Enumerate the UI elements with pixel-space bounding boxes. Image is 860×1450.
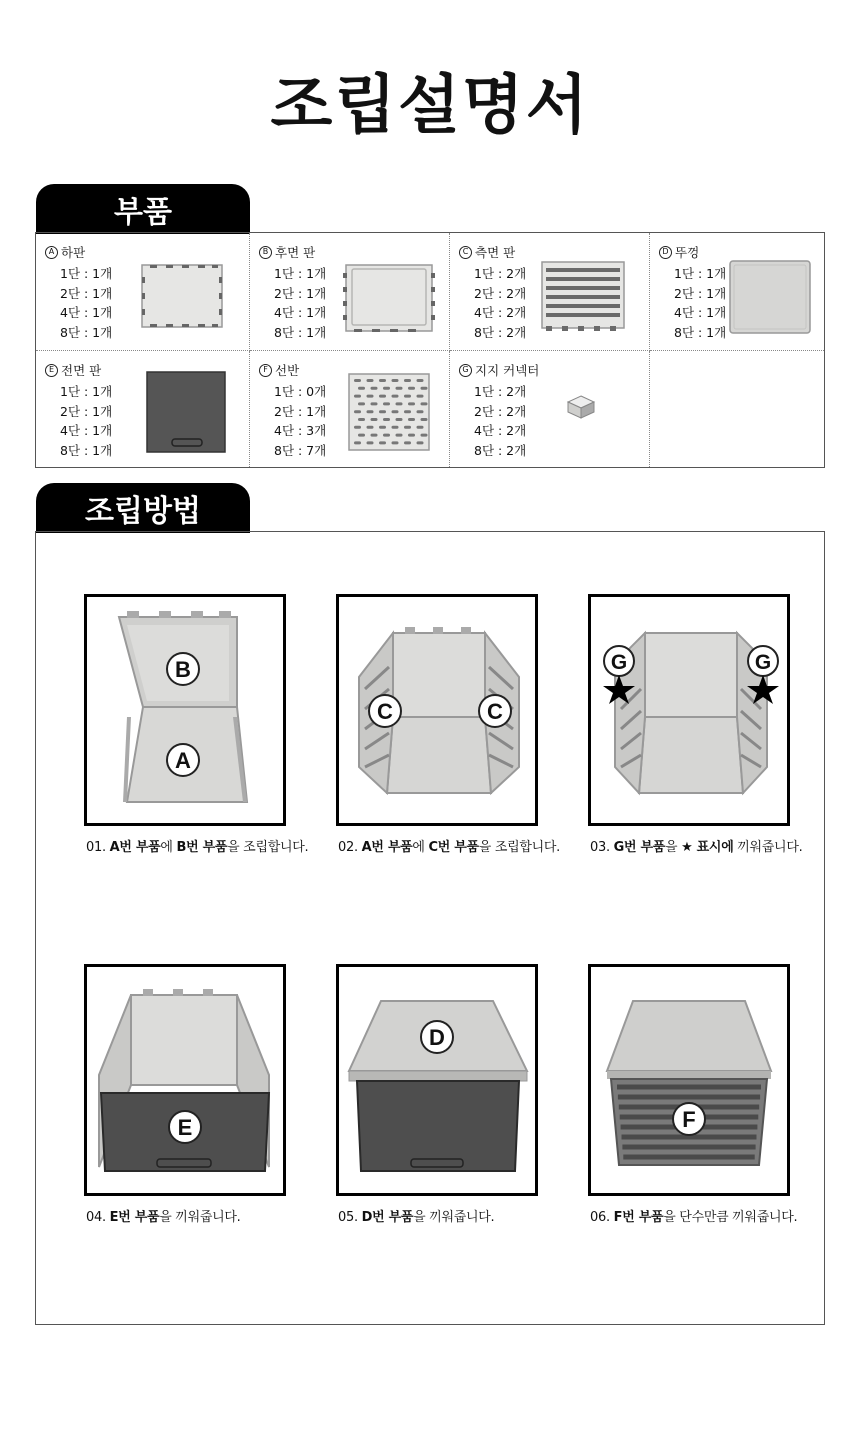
step-3-photo (588, 594, 790, 826)
caption-bold: G번 부품 (613, 840, 665, 855)
step-number: 05. (338, 1210, 358, 1225)
part-name: 전면 판 (61, 363, 102, 378)
count-line: 8단 : 7개 (274, 442, 327, 458)
part-cell-c (450, 233, 650, 351)
front-panel-image (146, 371, 226, 453)
part-counts (60, 264, 112, 342)
step-3-caption (590, 836, 802, 855)
count-line: 2단 : 1개 (60, 403, 113, 419)
step-2-caption (338, 836, 560, 855)
shelf-image (348, 373, 430, 451)
part-cell-f (250, 351, 450, 467)
part-name: 지지 커넥터 (475, 363, 540, 378)
step-number: 06. (590, 1210, 610, 1225)
part-name: 후면 판 (275, 245, 316, 260)
caption-text: 을 끼워줍니다. (413, 1210, 495, 1225)
step-4-label-e: E (177, 1115, 193, 1140)
part-name: 뚜껑 (675, 245, 700, 260)
caption-text: 에 (412, 840, 429, 855)
bottom-panel-image (140, 263, 224, 329)
parts-table (35, 232, 825, 468)
part-letter-badge: B (259, 246, 272, 259)
step-6-label-f: F (682, 1107, 696, 1132)
count-line: 2단 : 2개 (474, 403, 527, 419)
caption-bold: F번 부품 (613, 1210, 664, 1225)
part-cell-empty (650, 351, 824, 467)
part-cell-g (450, 351, 650, 467)
step-5-caption (338, 1206, 494, 1225)
step-1-label-b: B (175, 657, 191, 682)
count-line: 4단 : 2개 (474, 305, 527, 320)
count-line: 2단 : 2개 (474, 285, 527, 301)
count-line: 4단 : 1개 (60, 423, 113, 438)
caption-bold: E번 부품 (109, 1210, 160, 1225)
part-counts (674, 264, 726, 342)
step-number: 03. (590, 840, 610, 855)
step-number: 02. (338, 840, 358, 855)
part-cell-a (36, 233, 250, 351)
part-name: 측면 판 (475, 245, 516, 260)
step-1-label-a: A (175, 748, 191, 773)
count-line: 1단 : 1개 (674, 266, 727, 281)
part-counts (474, 382, 526, 460)
step-6-caption (590, 1206, 797, 1225)
caption-bold: D번 부품 (361, 1210, 414, 1225)
part-counts (274, 264, 326, 342)
count-line: 8단 : 1개 (674, 324, 727, 340)
caption-bold: C번 부품 (428, 840, 479, 855)
caption-text: 을 조립합니다. (227, 840, 309, 855)
step-2-label-c-right: C (487, 699, 503, 724)
step-1-photo (84, 594, 286, 826)
back-panel-image (342, 263, 436, 333)
step-3-label-g-right: G (754, 651, 772, 674)
step-2-photo (336, 594, 538, 826)
caption-bold: A번 부품 (361, 840, 413, 855)
step-4-photo (84, 964, 286, 1196)
caption-bold: A번 부품 (109, 840, 161, 855)
step-2-label-c-left: C (377, 699, 393, 724)
caption-bold: B번 부품 (176, 840, 228, 855)
part-letter-badge: F (259, 364, 272, 377)
count-line: 2단 : 1개 (274, 285, 327, 301)
lid-image (728, 259, 812, 335)
count-line: 8단 : 2개 (474, 442, 527, 458)
steps-section-tab: 조립방법 (36, 483, 250, 533)
connector-image (566, 394, 596, 420)
count-line: 8단 : 1개 (60, 324, 113, 340)
count-line: 1단 : 1개 (274, 266, 327, 281)
step-number: 04. (86, 1210, 106, 1225)
count-line: 1단 : 1개 (60, 266, 113, 281)
count-line: 8단 : 1개 (60, 442, 113, 458)
count-line: 8단 : 1개 (274, 324, 327, 340)
count-line: 2단 : 1개 (674, 285, 727, 301)
count-line: 1단 : 0개 (274, 384, 327, 399)
page-title: 조립설명서 (270, 69, 590, 143)
part-name: 선반 (275, 363, 300, 378)
count-line: 2단 : 1개 (274, 403, 327, 419)
part-letter-badge: A (45, 246, 58, 259)
count-line: 1단 : 2개 (474, 266, 527, 281)
step-6-photo (588, 964, 790, 1196)
part-letter-badge: E (45, 364, 58, 377)
count-line: 4단 : 3개 (274, 423, 327, 438)
step-5-label-d: D (429, 1025, 445, 1050)
part-counts (60, 382, 112, 460)
part-letter-badge: G (459, 364, 472, 377)
caption-text: 끼워줍니다. (733, 840, 803, 855)
count-line: 4단 : 1개 (60, 305, 113, 320)
count-line: 8단 : 2개 (474, 324, 527, 340)
caption-text: 을 끼워줍니다. (159, 1210, 241, 1225)
count-line: 2단 : 1개 (60, 285, 113, 301)
side-panel-image (540, 260, 626, 332)
caption-text: 을 단수만큼 끼워줍니다. (663, 1210, 798, 1225)
step-number: 01. (86, 840, 106, 855)
part-name: 하판 (61, 245, 86, 260)
part-counts (474, 264, 526, 342)
part-cell-e (36, 351, 250, 467)
count-line: 4단 : 1개 (274, 305, 327, 320)
count-line: 4단 : 1개 (674, 305, 727, 320)
part-letter-badge: C (459, 246, 472, 259)
count-line: 1단 : 1개 (60, 384, 113, 399)
step-5-photo (336, 964, 538, 1196)
part-cell-b (250, 233, 450, 351)
part-letter-badge: D (659, 246, 672, 259)
part-cell-d (650, 233, 824, 351)
step-1-caption (86, 836, 308, 855)
caption-text: 을 조립합니다. (478, 840, 560, 855)
caption-text: 에 (160, 840, 177, 855)
caption-text: 을 (665, 840, 682, 855)
step-3-label-g-left: G (610, 651, 628, 674)
parts-section-tab: 부품 (36, 184, 250, 234)
count-line: 4단 : 2개 (474, 423, 527, 438)
step-4-caption (86, 1206, 240, 1225)
count-line: 1단 : 2개 (474, 384, 527, 399)
caption-bold: ★ 표시에 (681, 840, 734, 855)
part-counts (274, 382, 326, 460)
